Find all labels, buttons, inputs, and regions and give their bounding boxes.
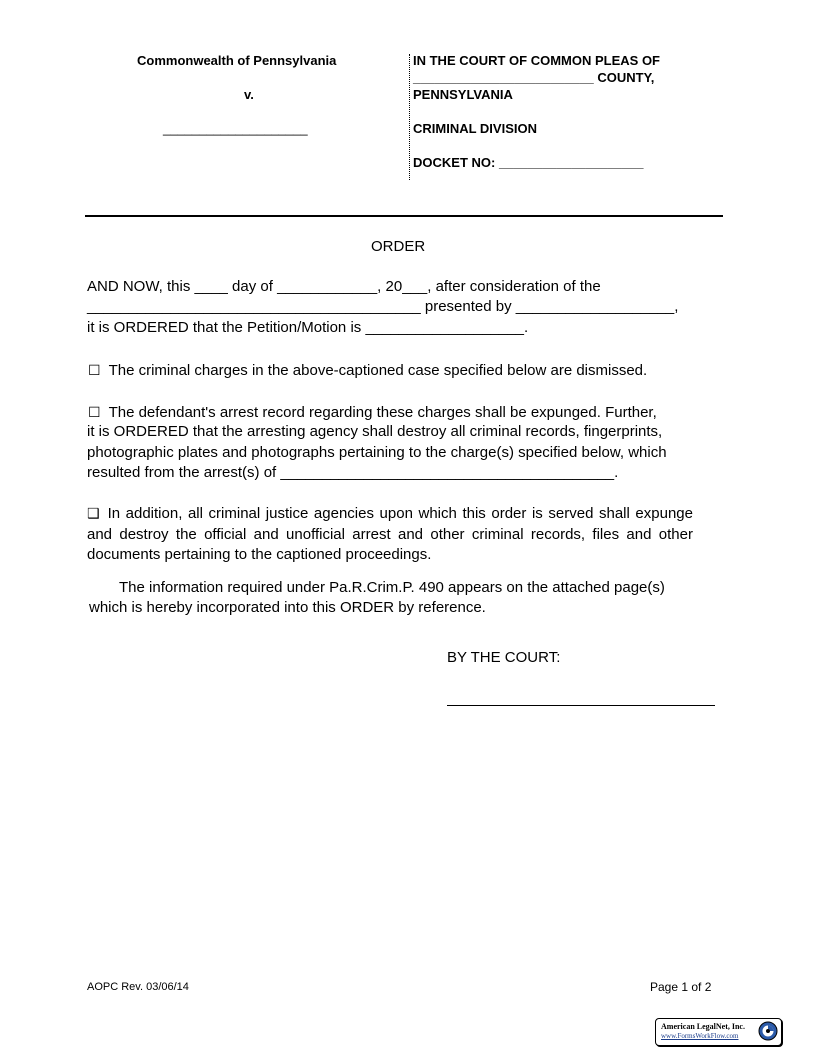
- dismiss-charges-text: The criminal charges in the above-captioned case specified below are dismissed.: [108, 362, 648, 379]
- form-revision: AOPC Rev. 03/06/14: [87, 981, 189, 993]
- order-intro-line1[interactable]: AND NOW, this ____ day of ____________, 20___, after consideration of the: [87, 278, 601, 295]
- caption-divider: [409, 54, 410, 180]
- dismiss-charges-option: [88, 360, 647, 382]
- expunge-record-checkbox[interactable]: ☐: [88, 404, 101, 420]
- court-state: PENNSYLVANIA: [413, 87, 513, 102]
- judge-signature-line[interactable]: [447, 705, 715, 706]
- expunge-record-option: [88, 402, 657, 424]
- info-line1: The information required under Pa.R.Crim.P. 490 appears on the attached page(s): [119, 579, 665, 596]
- expunge-record-text-line2: it is ORDERED that the arresting agency shall destroy all criminal records, fingerprints,: [87, 423, 663, 440]
- order-intro-line2[interactable]: ________________________________________ presented by ___________________,: [87, 298, 679, 315]
- logo-name: American LegalNet, Inc.: [661, 1022, 745, 1031]
- court-name-line1: IN THE COURT OF COMMON PLEAS OF: [413, 53, 660, 68]
- expunge-record-text-line1: The defendant's arrest record regarding these charges shall be expunged. Further,: [108, 404, 657, 421]
- plaintiff-name: Commonwealth of Pennsylvania: [137, 53, 337, 68]
- versus-label: v.: [244, 87, 254, 102]
- defendant-name-field[interactable]: ____________________: [163, 121, 308, 136]
- caption-rule: [85, 215, 723, 217]
- order-intro-line3[interactable]: it is ORDERED that the Petition/Motion is ___________________.: [87, 319, 529, 336]
- by-the-court-label: BY THE COURT:: [447, 649, 561, 666]
- all-agencies-text: In addition, all criminal justice agencies upon which this order is served shall expunge and destroy the official and unofficial arrest and other criminal records, files and other documents pertaining to the captioned proceedings.: [87, 505, 693, 563]
- globe-icon: [758, 1021, 778, 1041]
- all-agencies-option: [87, 503, 693, 566]
- order-title: ORDER: [371, 238, 426, 255]
- expunge-record-text-line3: photographic plates and photographs pertaining to the charge(s) specified below, which: [87, 444, 667, 461]
- arrest-name-field[interactable]: resulted from the arrest(s) of ________________________________________.: [87, 464, 619, 481]
- page-number: Page 1 of 2: [650, 980, 712, 994]
- division-label: CRIMINAL DIVISION: [413, 121, 537, 136]
- dismiss-charges-checkbox[interactable]: ☐: [88, 362, 101, 378]
- american-legalnet-logo[interactable]: [655, 1018, 782, 1046]
- docket-number-field[interactable]: DOCKET NO: ____________________: [413, 155, 644, 170]
- county-field[interactable]: _________________________ COUNTY,: [413, 70, 655, 85]
- all-agencies-checkbox[interactable]: ❑: [87, 505, 100, 521]
- info-line2: which is hereby incorporated into this ORDER by reference.: [89, 599, 486, 616]
- logo-url[interactable]: www.FormsWorkFlow.com: [661, 1032, 739, 1040]
